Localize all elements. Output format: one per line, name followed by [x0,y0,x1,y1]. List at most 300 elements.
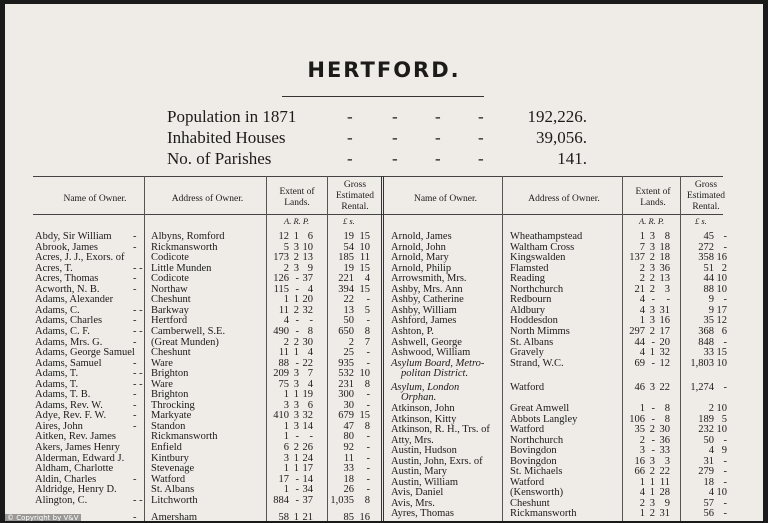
cell-acres: 6 [283,442,289,453]
cell-acres: 2 [639,262,645,274]
owner-name: Adams, T. [35,368,79,380]
cell-pounds: 19 [343,231,354,242]
cell-roods: - [295,315,299,327]
cell-shillings: 8 [364,325,370,337]
cell-perches: 20 [659,336,670,348]
cell-acres: 410 [273,410,289,422]
owner-address: Wheathampstead [510,231,583,242]
cell-roods: - [295,484,299,496]
owner-address: Bovingdon [510,455,557,467]
cell-pounds: 272 [698,241,714,253]
owner-name: Austin, John, Exrs. of [391,455,483,467]
stat-dash: - [478,128,484,147]
cell-shillings: - [366,484,370,496]
owner-name: Avis, Daniel [391,487,444,499]
cell-shillings: 5 [721,413,727,425]
cell-shillings: - [723,231,727,242]
cell-perches: 32 [659,347,670,359]
cell-shillings: 15 [359,283,370,295]
owner-name: Abdy, Sir William [35,231,112,242]
cell-acres: 1 [639,508,645,520]
cell-shillings: 4 [364,273,370,285]
cell-perches: 30 [659,424,670,436]
cell-roods: 1 [293,294,299,306]
cell-roods: - [295,325,299,337]
cell-roods: 1 [293,452,299,464]
stat-dash: - [478,107,484,126]
owner-address: Bovingdon [510,445,557,457]
cell-shillings: 2 [721,262,727,274]
owner-address: Watford [510,424,545,436]
cell-shillings: 17 [716,304,727,316]
cell-pounds: 185 [338,252,354,264]
cell-acres: 137 [629,252,645,264]
cell-shillings: - [723,476,727,488]
col-header-address-right: Address of Owner. [528,194,600,204]
cell-roods: 3 [649,262,655,274]
owner-dash: - [133,315,137,327]
page-title: HERTFORD. [307,58,461,82]
cell-pounds: 279 [698,466,714,478]
owners-table [5,174,763,521]
cell-acres: 46 [634,381,645,393]
cell-pounds: 358 [698,252,714,264]
units-arp-right: A. R. P. [639,216,665,226]
cell-perches: 8 [664,402,670,414]
cell-acres: 1 [283,463,289,475]
cell-acres: 1 [639,476,645,488]
cell-acres: 7 [639,241,645,253]
cell-acres: 884 [273,494,289,506]
owner-name: Arnold, Mary [391,252,449,264]
cell-acres: 115 [273,283,289,295]
copyright-watermark: © Copyright by V&V [7,514,79,521]
cell-acres: 1 [639,231,645,242]
table-row [5,415,763,425]
cell-roods: - [295,473,299,485]
cell-perches: 37 [302,494,313,506]
cell-acres: 2 [639,497,645,509]
owner-dash: - - [133,262,143,274]
owner-name: Ashwell, George [391,336,462,348]
cell-roods: 1 [293,463,299,475]
owner-address: Albyns, Romford [151,231,225,242]
cell-roods: 2 [649,424,655,436]
cell-perches: 33 [659,445,670,457]
cell-perches: 16 [659,315,670,327]
cell-acres: 2 [283,336,289,348]
cell-shillings: - [366,294,370,306]
cell-pounds: 22 [343,294,354,306]
cell-perches: 31 [659,304,670,316]
owner-address: Brighton [151,389,189,401]
table-row [5,274,763,284]
cell-perches: 9 [307,262,313,274]
owner-name: Atkinson, John [391,402,455,414]
owner-address: Markyate [151,410,192,422]
cell-pounds: 232 [698,424,714,436]
cell-perches: 13 [659,273,670,285]
cell-shillings: 10 [359,241,370,253]
table-row [5,285,763,295]
cell-perches: 22 [659,466,670,478]
cell-pounds: 4 [708,487,714,499]
cell-roods: 3 [649,497,655,509]
units-ls-right: £ s. [695,216,707,226]
cell-shillings: - [723,336,727,348]
cell-roods: 3 [649,381,655,393]
stat-value: 141. [557,149,587,168]
cell-acres: 17 [278,473,289,485]
col-header-owner: Name of Owner. [63,194,127,204]
owner-name: Acres, J. J., Exors. of [35,252,125,264]
stat-dash: - [435,149,441,168]
cell-pounds: 18 [343,473,354,485]
cell-acres: 126 [273,273,289,285]
cell-roods: 3 [293,410,299,422]
cell-perches: 17 [302,463,313,475]
cell-shillings: - [723,508,727,520]
table-row [5,393,763,403]
document-page [5,4,763,521]
cell-shillings: 16 [716,252,727,264]
cell-pounds: 231 [338,378,354,390]
owner-name: Adye, Rev. F. W. [35,410,107,422]
cell-shillings: 9 [721,445,727,457]
cell-perches: 14 [302,473,313,485]
owner-name: Adams, T. [35,378,79,390]
owner-dash: - [133,410,137,422]
col-header-address: Address of Owner. [171,194,244,204]
owner-address: Rickmansworth [151,431,218,443]
cell-pounds: 1,035 [330,494,354,506]
cell-acres: 12 [278,231,289,242]
stat-label: No. of Parishes [167,149,272,168]
units-arp: A. R. P. [284,216,310,226]
owner-name: Abrook, James [35,241,98,253]
owner-address: Northchurch [510,283,564,295]
col-header-rental: Gross Estimated Rental. [336,180,374,212]
cell-perches: 26 [302,442,313,453]
cell-pounds: 50 [343,315,354,327]
stat-dash: - [435,107,441,126]
owner-address: Standon [151,420,186,432]
table-row [5,306,763,316]
cell-pounds: 2 [708,402,714,414]
cell-acres: 1 [639,315,645,327]
cell-roods: 2 [293,336,299,348]
cell-perches: 18 [659,252,670,264]
owner-name: Acres, Thomas [35,273,99,285]
owner-name: Adams, Samuel [35,357,102,369]
owner-name: Avis, Mrs. [391,497,435,509]
cell-perches: 4 [307,347,313,359]
cell-roods: - [651,336,655,348]
table-row [5,359,763,369]
cell-perches: 36 [659,262,670,274]
owner-name: Aldin, Charles [35,473,97,485]
cell-pounds: 47 [343,420,354,432]
owner-dash: - [133,473,137,485]
cell-perches: 20 [302,294,313,306]
cell-pounds: 11 [343,452,354,464]
cell-shillings: 8 [364,420,370,432]
table-row [5,436,763,446]
owner-address: Hoddesdon [510,315,558,327]
cell-roods: 2 [649,508,655,520]
cell-pounds: 394 [338,283,354,295]
cell-shillings: - [723,294,727,306]
owner-address: Little Munden [151,262,212,274]
owner-address: Brighton [151,368,189,380]
cell-roods: 3 [649,455,655,467]
cell-perches: 3 [664,283,670,295]
owner-name: Ashwood, William [391,347,471,359]
cell-acres: 11 [278,347,289,359]
stat-row [167,149,587,170]
cell-roods: - [651,294,655,306]
owner-name: Arrowsmith, Mrs. [391,273,467,285]
table-row [5,513,763,521]
cell-pounds: 532 [338,368,354,380]
owner-address: Kingswalden [510,252,566,264]
cell-perches: - [666,294,670,306]
cell-perches: 24 [302,452,313,464]
owner-address: Enfield [151,442,182,453]
table-row [5,467,763,477]
cell-pounds: 13 [343,304,354,316]
cell-perches: 34 [302,484,313,496]
stat-label: Inhabited Houses [167,128,286,147]
cell-roods: - [295,273,299,285]
cell-pounds: 9 [708,304,714,316]
cell-shillings: 16 [359,511,370,521]
stat-dash: - [392,128,398,147]
owner-name: Austin, Mary [391,466,447,478]
cell-roods: 2 [293,252,299,264]
cell-shillings: - [366,315,370,327]
owner-address: Northchurch [510,434,564,446]
owner-name: Ashton, P. [391,325,434,337]
cell-acres: 1 [283,389,289,401]
table-row [5,253,763,263]
cell-acres: 35 [634,424,645,436]
cell-shillings: 11 [359,252,370,264]
stat-value: 192,226. [527,107,587,126]
stat-dash: - [478,149,484,168]
table-row [5,478,763,488]
owner-dash: - [133,399,137,411]
header-bottom-rule [33,214,723,215]
cell-acres: 1 [283,484,289,496]
cell-roods: - [295,283,299,295]
cell-perches: 9 [664,497,670,509]
cell-perches: 8 [664,413,670,425]
cell-roods: 3 [293,241,299,253]
owner-address: Redbourn [510,294,552,306]
owner-address: Gravely [510,347,544,359]
cell-acres: 1 [283,431,289,443]
cell-acres: 69 [634,357,645,369]
cell-roods: - [651,434,655,446]
cell-roods: 3 [293,262,299,274]
cell-acres: 66 [634,466,645,478]
cell-shillings: - [723,466,727,478]
cell-pounds: 189 [698,413,714,425]
cell-acres: 4 [639,487,645,499]
cell-roods: - [295,431,299,443]
col-header-extent: Extent of Lands. [279,187,315,208]
cell-roods: 3 [293,420,299,432]
cell-shillings: 10 [716,357,727,369]
cell-perches: 17 [659,325,670,337]
cell-perches: 30 [302,336,313,348]
cell-roods: 1 [649,347,655,359]
cell-shillings: - [366,452,370,464]
cell-roods: 2 [649,283,655,295]
cell-pounds: 57 [703,497,714,509]
cell-acres: 88 [278,357,289,369]
stat-row [167,128,587,149]
owner-address: North Mimms [510,325,570,337]
cell-perches: 12 [659,357,670,369]
cell-shillings: 12 [716,315,727,327]
owner-address: Northaw [151,283,188,295]
cell-roods: 2 [649,466,655,478]
cell-roods: 3 [649,315,655,327]
cell-perches: 32 [302,304,313,316]
cell-shillings: 10 [359,368,370,380]
cell-shillings: - [366,399,370,411]
cell-roods: - [295,357,299,369]
owner-name: Acworth, N. B. [35,283,100,295]
owner-dash: - [133,389,137,401]
cell-perches: 18 [659,241,670,253]
cell-pounds: 19 [343,262,354,274]
cell-acres: 3 [283,399,289,411]
cell-acres: 1 [283,294,289,306]
table-row [5,488,763,498]
cell-perches: 6 [307,231,313,242]
cell-shillings: 10 [716,424,727,436]
cell-shillings: 5 [364,304,370,316]
cell-roods: 3 [293,378,299,390]
cell-perches: - [309,431,313,443]
owner-name: Aitken, Rev. James [35,431,116,443]
table-top-rule [33,176,723,177]
owner-dash: - [133,283,137,295]
cell-shillings: - [366,431,370,443]
cell-pounds: 650 [338,325,354,337]
cell-pounds: 221 [338,273,354,285]
owner-name: Orphan. [401,392,437,404]
table-row [5,369,763,379]
table-row [5,316,763,326]
table-row [5,295,763,305]
owner-address: Rickmansworth [151,241,218,253]
cell-roods: 2 [649,252,655,264]
owner-address: Hertford [151,315,188,327]
cell-roods: 3 [293,399,299,411]
owner-name: Adams, Rev. W. [35,399,103,411]
cell-pounds: 56 [703,508,714,520]
title-rule [282,96,484,97]
owner-name: politan District. [401,368,469,380]
cell-shillings: 8 [364,494,370,506]
cell-acres: 2 [639,273,645,285]
owner-dash: - - [133,325,143,337]
stat-row [167,107,587,128]
cell-shillings: - [366,463,370,475]
owner-dash: - [133,336,137,348]
owner-address: Amersham [151,511,198,521]
cell-roods: 3 [649,241,655,253]
owner-name: Aires, John [35,420,83,432]
owner-address: (Kensworth) [510,487,564,499]
cell-acres: 4 [283,315,289,327]
col-header-rental-right: Gross Estimated Rental. [687,180,725,212]
table-row [5,338,763,348]
cell-shillings: - [723,497,727,509]
owner-name: Alderman, Edward J. [35,452,125,464]
cell-pounds: 25 [343,347,354,359]
cell-perches: 32 [302,410,313,422]
cell-perches: 10 [302,241,313,253]
cell-roods: 1 [649,476,655,488]
owner-dash: - [133,420,137,432]
owner-name: Arnold, Philip [391,262,452,274]
owner-address: Codicote [151,252,189,264]
cell-perches: 6 [307,399,313,411]
cell-shillings: - [723,241,727,253]
cell-roods: 1 [293,231,299,242]
owner-name: Alington, C. [35,494,88,506]
owner-address: Throcking [151,399,195,411]
cell-shillings: 15 [716,347,727,359]
cell-pounds: 4 [708,445,714,457]
stat-dash: - [435,128,441,147]
stat-dash: - [392,107,398,126]
cell-roods: 2 [293,304,299,316]
cell-perches: - [309,315,313,327]
owner-name: Adams, C. F. [35,325,90,337]
cell-acres: 2 [639,434,645,446]
owner-address: Watford [510,381,545,393]
stat-dash: - [392,149,398,168]
stat-value: 39,056. [536,128,587,147]
cell-perches: 4 [307,378,313,390]
owner-name: Ashby, William [391,304,457,316]
cell-pounds: 935 [338,357,354,369]
cell-pounds: 45 [703,231,714,242]
owner-address: Cheshunt [151,347,191,359]
cell-pounds: 85 [343,511,354,521]
cell-roods: 2 [293,442,299,453]
owner-name: Arnold, John [391,241,446,253]
cell-roods: - [651,402,655,414]
owner-address: St. Albans [151,484,195,496]
cell-acres: 2 [283,262,289,274]
cell-shillings: - [723,381,727,393]
owner-address: St. Albans [510,336,554,348]
cell-shillings: - [366,347,370,359]
owner-name: Ashby, Catherine [391,294,464,306]
owner-name: Adams, Mrs. G. [35,336,103,348]
cell-perches: 21 [302,511,313,521]
owner-address: Waltham Cross [510,241,575,253]
owner-address: Camberwell, S.E. [151,325,226,337]
cell-shillings: 10 [716,283,727,295]
